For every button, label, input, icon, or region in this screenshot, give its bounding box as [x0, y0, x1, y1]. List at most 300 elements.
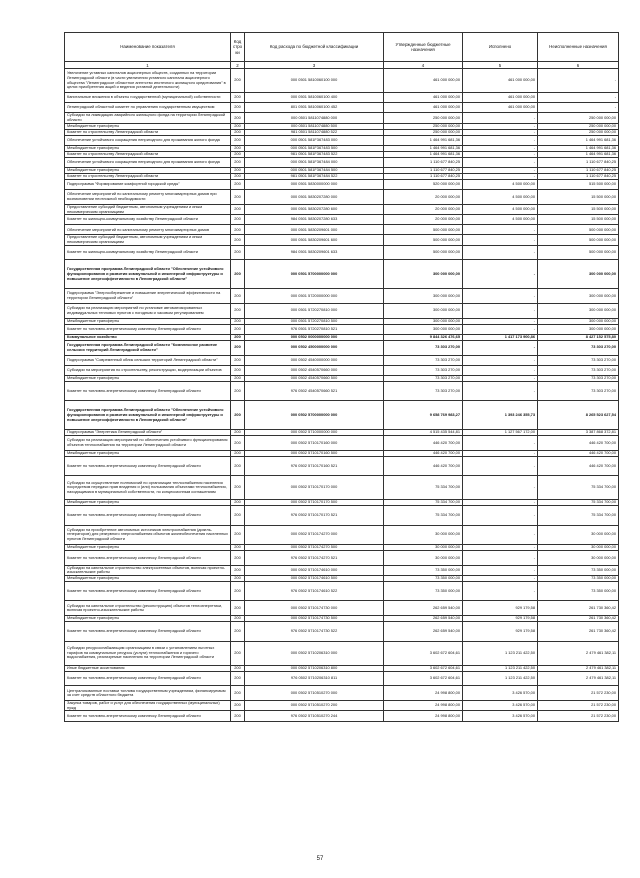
approved-amount-cell: 73 350 000,00: [384, 565, 463, 575]
unexecuted-amount-cell: 21 572 230,00: [538, 701, 619, 711]
line-code-cell: 200: [231, 500, 245, 506]
executed-amount-cell: 929 179,58: [463, 601, 538, 616]
executed-amount-cell: 1 123 211 422,50: [463, 641, 538, 665]
approved-amount-cell: 20 000 000,00: [384, 215, 463, 225]
approved-amount-cell: 520 000 000,00: [384, 179, 463, 189]
indicator-name-cell: Комитет по топливно-энергетическому комплексу Ленинградской области: [65, 671, 231, 686]
classification-code-cell: 000 0501 5811074880 000: [245, 113, 384, 123]
indicator-name-cell: Межбюджетные трансферты: [65, 544, 231, 550]
classification-code-cell: 000 0501 5830209601 000: [245, 225, 384, 235]
line-code-cell: 200: [231, 711, 245, 721]
table-row: [65, 641, 619, 665]
classification-code-cell: 976 0502 5710206310 811: [245, 671, 384, 686]
approved-amount-cell: 73 303 270,00: [384, 365, 463, 375]
unexecuted-amount-cell: 73 303 270,00: [538, 382, 619, 401]
unexecuted-amount-cell: 3 387 868 372,81: [538, 430, 619, 436]
approved-amount-cell: 4 515 435 544,81: [384, 430, 463, 436]
unexecuted-amount-cell: 250 000 000,00: [538, 113, 619, 123]
executed-amount-cell: -: [463, 225, 538, 235]
unexecuted-amount-cell: 500 000 000,00: [538, 235, 619, 245]
unexecuted-amount-cell: -: [538, 69, 619, 93]
indicator-name-cell: Предоставление субсидий бюджетным, автономным учреждениям и иным некоммерческим организациям: [65, 235, 231, 245]
classification-code-cell: 000 0501 5810060100 400: [245, 93, 384, 103]
classification-code-cell: 000 0501 5720000000 000: [245, 289, 384, 304]
indicator-name-cell: Государственная программа Ленинградской области "Обеспечение устойчивого функционирования и развития коммунальной и инженерной инфраструктуры и повышение энергоэффективности в Ленинградской области": [65, 401, 231, 430]
executed-amount-cell: -: [463, 324, 538, 334]
table-body: [65, 69, 619, 722]
approved-amount-cell: 300 000 000,00: [384, 303, 463, 318]
indicator-name-cell: Комитет по топливно-энергетическому комплексу Ленинградской области: [65, 581, 231, 600]
executed-amount-cell: -: [463, 113, 538, 123]
line-code-cell: 200: [231, 204, 245, 214]
line-code-cell: 200: [231, 190, 245, 205]
executed-amount-cell: -: [463, 157, 538, 167]
executed-amount-cell: 3 426 570,00: [463, 686, 538, 701]
table-row: [65, 340, 619, 355]
indicator-name-cell: Обеспечение мероприятий по капитальному ремонту многоквартирных домов при возникновении неотложной необходимости: [65, 190, 231, 205]
unexecuted-amount-cell: 73 350 000,00: [538, 565, 619, 575]
unexecuted-amount-cell: 300 000 000,00: [538, 289, 619, 304]
line-code-cell: 200: [231, 430, 245, 436]
approved-amount-cell: 73 303 270,00: [384, 382, 463, 401]
approved-amount-cell: 3 602 672 604,61: [384, 671, 463, 686]
indicator-name-cell: Комитет по топливно-энергетическому комплексу Ленинградской области: [65, 550, 231, 565]
indicator-name-cell: Межбюджетные трансферты: [65, 167, 231, 173]
indicator-name-cell: Межбюджетные трансферты: [65, 318, 231, 324]
unexecuted-amount-cell: 8 427 152 575,80: [538, 334, 619, 340]
column-number-row: [65, 62, 619, 69]
unexecuted-amount-cell: 8 265 523 627,54: [538, 401, 619, 430]
line-code-cell: 200: [231, 456, 245, 475]
classification-code-cell: 976 0502 5710170160 521: [245, 456, 384, 475]
executed-amount-cell: -: [463, 355, 538, 365]
indicator-name-cell: Увеличение уставных капиталов акционерных обществ, созданных на территории Ленинградской области (в части увеличения уставного капитала акционерного общества "Ленинградское областное агентство ипотечного жилищного кредитования" в целях приобретения акций и ведения уставной деятельности): [65, 69, 231, 93]
unexecuted-amount-cell: 30 000 000,00: [538, 525, 619, 544]
unexecuted-amount-cell: 1 464 991 681,36: [538, 151, 619, 157]
classification-code-cell: 000 0501 5810060100 000: [245, 69, 384, 93]
unexecuted-amount-cell: 1 464 991 681,36: [538, 145, 619, 151]
classification-code-cell: 976 0502 5710174270 521: [245, 550, 384, 565]
approved-amount-cell: 461 000 000,00: [384, 103, 463, 113]
approved-amount-cell: 73 350 000,00: [384, 581, 463, 600]
header-line-code: Код стро ки: [231, 33, 245, 62]
executed-amount-cell: 461 000 000,00: [463, 103, 538, 113]
report-sheet: [64, 32, 618, 722]
indicator-name-cell: Субсидии на мероприятия по строительству, реконструкции, модернизации объектов: [65, 365, 231, 375]
unexecuted-amount-cell: 250 000 000,00: [538, 123, 619, 129]
classification-code-cell: 000 0501 581F367483 500: [245, 145, 384, 151]
approved-amount-cell: 262 659 540,00: [384, 622, 463, 641]
classification-code-cell: 000 0502 5710170160 000: [245, 436, 384, 451]
unexecuted-amount-cell: 446 420 700,00: [538, 456, 619, 475]
unexecuted-amount-cell: 21 572 230,00: [538, 686, 619, 701]
indicator-name-cell: Субсидии на реализацию мероприятий по обеспечению устойчивого функционирования объектов теплоснабжения на территории Ленинградской области: [65, 436, 231, 451]
unexecuted-amount-cell: 261 730 360,42: [538, 622, 619, 641]
indicator-name-cell: Субсидии на приобретение автономных источников электроснабжения (дизель-генераторов) для резервного энергоснабжения объектов жизнеобеспечения населенных пунктов Ленинградской области: [65, 525, 231, 544]
unexecuted-amount-cell: 2 479 461 382,11: [538, 641, 619, 665]
classification-code-cell: 000 0502 5710174270 000: [245, 525, 384, 544]
header-approved-budget: Утвержденные бюджетные назначения: [384, 33, 463, 62]
table-row: [65, 303, 619, 318]
unexecuted-amount-cell: 75 334 700,00: [538, 506, 619, 525]
table-row: [65, 456, 619, 475]
line-code-cell: 200: [231, 581, 245, 600]
approved-amount-cell: 20 000 000,00: [384, 204, 463, 214]
executed-amount-cell: -: [463, 318, 538, 324]
indicator-name-cell: Закупка товаров, работ и услуг для обеспечения государственных (муниципальных) нужд: [65, 701, 231, 711]
table-row: [65, 550, 619, 565]
executed-amount-cell: 3 426 570,00: [463, 711, 538, 721]
indicator-name-cell: Межбюджетные трансферты: [65, 123, 231, 129]
approved-amount-cell: 20 000 000,00: [384, 190, 463, 205]
classification-code-cell: 000 0502 4500000000 000: [245, 340, 384, 355]
header-executed: Исполнено: [463, 33, 538, 62]
approved-amount-cell: 446 420 700,00: [384, 456, 463, 475]
indicator-name-cell: Капитальные вложения в объекты государственной (муниципальной) собственности: [65, 93, 231, 103]
executed-amount-cell: -: [463, 506, 538, 525]
approved-amount-cell: 75 334 700,00: [384, 476, 463, 500]
line-code-cell: 200: [231, 113, 245, 123]
approved-amount-cell: 24 998 800,00: [384, 701, 463, 711]
unexecuted-amount-cell: 500 000 000,00: [538, 245, 619, 260]
unexecuted-amount-cell: 15 500 000,00: [538, 215, 619, 225]
approved-amount-cell: 461 000 000,00: [384, 69, 463, 93]
line-code-cell: 200: [231, 145, 245, 151]
indicator-name-cell: Ленинградский областной комитет по управлению государственным имуществом: [65, 103, 231, 113]
executed-amount-cell: -: [463, 544, 538, 550]
indicator-name-cell: Субсидии на реализацию мероприятий по установке автоматизированных индивидуальных тепловых пунктов с погодным и часовым регулированием: [65, 303, 231, 318]
executed-amount-cell: -: [463, 123, 538, 129]
line-code-cell: 200: [231, 334, 245, 340]
line-code-cell: 200: [231, 135, 245, 145]
table-row: [65, 686, 619, 701]
classification-code-cell: 984 0501 5830207280 633: [245, 215, 384, 225]
table-row: [65, 157, 619, 167]
unexecuted-amount-cell: 73 303 270,00: [538, 340, 619, 355]
line-code-cell: 200: [231, 167, 245, 173]
table-row: [65, 179, 619, 189]
table-row: [65, 260, 619, 289]
unexecuted-amount-cell: 30 000 000,00: [538, 550, 619, 565]
approved-amount-cell: 446 420 700,00: [384, 450, 463, 456]
classification-code-cell: 000 0501 5720270810 000: [245, 303, 384, 318]
executed-amount-cell: -: [463, 436, 538, 451]
indicator-name-cell: Комитет по жилищно-коммунальному хозяйству Ленинградской области: [65, 245, 231, 260]
executed-amount-cell: -: [463, 565, 538, 575]
approved-amount-cell: 300 000 000,00: [384, 289, 463, 304]
executed-amount-cell: -: [463, 476, 538, 500]
unexecuted-amount-cell: 1 110 677 840,25: [538, 167, 619, 173]
classification-code-cell: 000 0502 5710174610 500: [245, 575, 384, 581]
unexecuted-amount-cell: 1 110 677 840,25: [538, 173, 619, 179]
classification-code-cell: 000 0502 5710174270 500: [245, 544, 384, 550]
unexecuted-amount-cell: 1 110 677 840,25: [538, 157, 619, 167]
table-row: [65, 245, 619, 260]
indicator-name-cell: Комитет по топливно-энергетическому комплексу Ленинградской области: [65, 622, 231, 641]
approved-amount-cell: 250 000 000,00: [384, 129, 463, 135]
classification-code-cell: 000 0502 5710206310 000: [245, 641, 384, 665]
executed-amount-cell: 4 500 000,00: [463, 204, 538, 214]
indicator-name-cell: Подпрограмма "Формирование комфортной городской среды": [65, 179, 231, 189]
executed-amount-cell: -: [463, 376, 538, 382]
executed-amount-cell: -: [463, 365, 538, 375]
line-code-cell: 200: [231, 525, 245, 544]
classification-code-cell: 000 0502 4540570660 500: [245, 376, 384, 382]
classification-code-cell: 000 0502 5710174730 000: [245, 601, 384, 616]
line-code-cell: 200: [231, 376, 245, 382]
executed-amount-cell: 929 179,58: [463, 622, 538, 641]
unexecuted-amount-cell: 73 303 270,00: [538, 355, 619, 365]
classification-code-cell: 000 0502 0000000000 000: [245, 334, 384, 340]
line-code-cell: 200: [231, 69, 245, 93]
table-row: [65, 190, 619, 205]
indicator-name-cell: Обеспечение устойчивого сокращения непригодного для проживания жилого фонда: [65, 157, 231, 167]
classification-code-cell: 000 0502 5710170170 000: [245, 476, 384, 500]
approved-amount-cell: 300 000 000,00: [384, 260, 463, 289]
table-row: [65, 401, 619, 430]
table-row: [65, 525, 619, 544]
executed-amount-cell: 3 426 570,00: [463, 701, 538, 711]
executed-amount-cell: -: [463, 340, 538, 355]
header-unexecuted: Неисполненные назначения: [538, 33, 619, 62]
unexecuted-amount-cell: 300 000 000,00: [538, 303, 619, 318]
classification-code-cell: 000 0502 5710206310 800: [245, 665, 384, 671]
indicator-name-cell: Субсидии на осуществление полномочий по организации теплоснабжения населения посредством передачи прав владения и (или) пользования объектами теплоснабжения, находящимися в муниципальной собственности, по концессионным соглашениям: [65, 476, 231, 500]
unexecuted-amount-cell: 73 303 270,00: [538, 365, 619, 375]
executed-amount-cell: -: [463, 173, 538, 179]
classification-code-cell: 000 0502 4540000000 000: [245, 355, 384, 365]
indicator-name-cell: Подпрограмма "Современный облик сельских территорий Ленинградской области": [65, 355, 231, 365]
unexecuted-amount-cell: -: [538, 103, 619, 113]
indicator-name-cell: Межбюджетные трансферты: [65, 616, 231, 622]
line-code-cell: 200: [231, 93, 245, 103]
classification-code-cell: 000 0502 5710510270 000: [245, 686, 384, 701]
table-row: [65, 382, 619, 401]
table-row: [65, 671, 619, 686]
column-number: 4: [384, 62, 463, 69]
indicator-name-cell: Иные бюджетные ассигнования: [65, 665, 231, 671]
line-code-cell: 200: [231, 260, 245, 289]
executed-amount-cell: -: [463, 289, 538, 304]
unexecuted-amount-cell: 75 334 700,00: [538, 476, 619, 500]
indicator-name-cell: Подпрограмма "Энергетика Ленинградской области": [65, 430, 231, 436]
table-row: [65, 204, 619, 214]
classification-code-cell: 976 0502 5710510270 244: [245, 711, 384, 721]
classification-code-cell: 000 0501 5700000000 000: [245, 260, 384, 289]
line-code-cell: 200: [231, 215, 245, 225]
line-code-cell: 200: [231, 318, 245, 324]
unexecuted-amount-cell: 2 479 461 382,11: [538, 665, 619, 671]
table-row: [65, 476, 619, 500]
line-code-cell: 200: [231, 365, 245, 375]
indicator-name-cell: Коммунальное хозяйство: [65, 334, 231, 340]
line-code-cell: 200: [231, 103, 245, 113]
approved-amount-cell: 300 000 000,00: [384, 324, 463, 334]
line-code-cell: 200: [231, 436, 245, 451]
executed-amount-cell: -: [463, 145, 538, 151]
classification-code-cell: 976 0502 5710170170 521: [245, 506, 384, 525]
unexecuted-amount-cell: 30 000 000,00: [538, 544, 619, 550]
unexecuted-amount-cell: 261 730 360,42: [538, 601, 619, 616]
unexecuted-amount-cell: 73 303 270,00: [538, 376, 619, 382]
classification-code-cell: 976 0502 4540570660 521: [245, 382, 384, 401]
executed-amount-cell: -: [463, 581, 538, 600]
line-code-cell: 200: [231, 289, 245, 304]
column-number: 5: [463, 62, 538, 69]
table-row: [65, 103, 619, 113]
approved-amount-cell: 9 658 769 983,27: [384, 401, 463, 430]
table-row: [65, 289, 619, 304]
approved-amount-cell: 262 659 540,00: [384, 601, 463, 616]
approved-amount-cell: 75 334 700,00: [384, 500, 463, 506]
table-row: [65, 436, 619, 451]
classification-code-cell: 976 0502 5710174610 522: [245, 581, 384, 600]
classification-code-cell: 000 0502 5710510270 200: [245, 701, 384, 711]
line-code-cell: 200: [231, 173, 245, 179]
approved-amount-cell: 446 420 700,00: [384, 436, 463, 451]
indicator-name-cell: Субсидии ресурсоснабжающим организациям в связи с установлением льготных тарифов на коммунальные ресурсы (услуги) теплоснабжения и горячего водоснабжения, реализуемые населению на территории Ленинградской области: [65, 641, 231, 665]
approved-amount-cell: 1 110 677 840,25: [384, 167, 463, 173]
column-number: 1: [65, 62, 231, 69]
executed-amount-cell: 461 000 000,00: [463, 69, 538, 93]
line-code-cell: 200: [231, 641, 245, 665]
approved-amount-cell: 461 000 000,00: [384, 93, 463, 103]
indicator-name-cell: Предоставление субсидий бюджетным, автономным учреждениям и иным некоммерческим организациям: [65, 204, 231, 214]
executed-amount-cell: -: [463, 260, 538, 289]
executed-amount-cell: -: [463, 245, 538, 260]
executed-amount-cell: -: [463, 456, 538, 475]
classification-code-cell: 000 0501 5830000000 000: [245, 179, 384, 189]
table-row: [65, 711, 619, 721]
approved-amount-cell: 1 110 677 840,25: [384, 157, 463, 167]
column-number: 6: [538, 62, 619, 69]
unexecuted-amount-cell: 300 000 000,00: [538, 260, 619, 289]
unexecuted-amount-cell: 446 420 700,00: [538, 436, 619, 451]
unexecuted-amount-cell: 73 350 000,00: [538, 575, 619, 581]
line-code-cell: 200: [231, 303, 245, 318]
table-row: [65, 581, 619, 600]
line-code-cell: 200: [231, 476, 245, 500]
indicator-name-cell: Государственная программа Ленинградской области "Комплексное развитие сельских территорий Ленинградской области": [65, 340, 231, 355]
indicator-name-cell: Субсидии на ликвидацию аварийного жилищного фонда на территории Ленинградской области: [65, 113, 231, 123]
table-row: [65, 506, 619, 525]
indicator-name-cell: Комитет по топливно-энергетическому комплексу Ленинградской области: [65, 506, 231, 525]
unexecuted-amount-cell: 21 572 230,00: [538, 711, 619, 721]
table-row: [65, 365, 619, 375]
approved-amount-cell: 73 350 000,00: [384, 575, 463, 581]
page-number: 57: [316, 856, 324, 862]
classification-code-cell: 000 0501 581F367484 000: [245, 157, 384, 167]
approved-amount-cell: 250 000 000,00: [384, 123, 463, 129]
unexecuted-amount-cell: 515 500 000,00: [538, 179, 619, 189]
approved-amount-cell: 24 998 800,00: [384, 711, 463, 721]
unexecuted-amount-cell: 500 000 000,00: [538, 225, 619, 235]
approved-amount-cell: 9 844 326 476,65: [384, 334, 463, 340]
line-code-cell: 200: [231, 575, 245, 581]
unexecuted-amount-cell: 250 000 000,00: [538, 129, 619, 135]
indicator-name-cell: Межбюджетные трансферты: [65, 450, 231, 456]
table-row: [65, 113, 619, 123]
indicator-name-cell: Межбюджетные трансферты: [65, 575, 231, 581]
approved-amount-cell: 250 000 000,00: [384, 113, 463, 123]
table-row: [65, 622, 619, 641]
classification-code-cell: 000 0502 5710000000 000: [245, 430, 384, 436]
indicator-name-cell: Комитет по строительству Ленинградской области: [65, 129, 231, 135]
approved-amount-cell: 24 998 800,00: [384, 686, 463, 701]
classification-code-cell: 000 0501 581F367484 500: [245, 167, 384, 173]
approved-amount-cell: 1 464 991 681,36: [384, 145, 463, 151]
line-code-cell: 200: [231, 235, 245, 245]
line-code-cell: 200: [231, 686, 245, 701]
executed-amount-cell: -: [463, 575, 538, 581]
indicator-name-cell: Комитет по топливно-энергетическому комплексу Ленинградской области: [65, 456, 231, 475]
approved-amount-cell: 73 303 270,00: [384, 340, 463, 355]
line-code-cell: 200: [231, 550, 245, 565]
line-code-cell: 200: [231, 340, 245, 355]
line-code-cell: 200: [231, 506, 245, 525]
indicator-name-cell: Централизованные поставки топлива государственным учреждениям, финансируемым за счет средств областного бюджета: [65, 686, 231, 701]
table-row: [65, 69, 619, 93]
executed-amount-cell: -: [463, 135, 538, 145]
executed-amount-cell: -: [463, 167, 538, 173]
line-code-cell: 200: [231, 671, 245, 686]
executed-amount-cell: 1 393 246 355,73: [463, 401, 538, 430]
line-code-cell: 200: [231, 622, 245, 641]
line-code-cell: 200: [231, 565, 245, 575]
classification-code-cell: 000 0501 581F367483 000: [245, 135, 384, 145]
executed-amount-cell: 1 417 173 900,86: [463, 334, 538, 340]
executed-amount-cell: 1 127 567 172,00: [463, 430, 538, 436]
line-code-cell: 200: [231, 225, 245, 235]
classification-code-cell: 000 0502 4540570660 000: [245, 365, 384, 375]
line-code-cell: 200: [231, 601, 245, 616]
approved-amount-cell: 73 303 270,00: [384, 355, 463, 365]
unexecuted-amount-cell: 15 500 000,00: [538, 190, 619, 205]
unexecuted-amount-cell: -: [538, 93, 619, 103]
indicator-name-cell: Подпрограмма "Энергосбережение и повышение энергетической эффективности на территории Ленинградской области": [65, 289, 231, 304]
classification-code-cell: 000 0501 5811074880 500: [245, 123, 384, 129]
executed-amount-cell: -: [463, 382, 538, 401]
indicator-name-cell: Комитет по топливно-энергетическому комплексу Ленинградской области: [65, 324, 231, 334]
approved-amount-cell: 300 000 000,00: [384, 318, 463, 324]
table-row: [65, 93, 619, 103]
classification-code-cell: 000 0501 5830207280 000: [245, 190, 384, 205]
executed-amount-cell: -: [463, 235, 538, 245]
approved-amount-cell: 30 000 000,00: [384, 550, 463, 565]
unexecuted-amount-cell: 1 464 991 681,36: [538, 135, 619, 145]
line-code-cell: 200: [231, 616, 245, 622]
line-code-cell: 200: [231, 450, 245, 456]
indicator-name-cell: Комитет по строительству Ленинградской области: [65, 173, 231, 179]
unexecuted-amount-cell: 15 500 000,00: [538, 204, 619, 214]
indicator-name-cell: Комитет по топливно-энергетическому комплексу Ленинградской области: [65, 711, 231, 721]
indicator-name-cell: Государственная программа Ленинградской области "Обеспечение устойчивого функционирования и развития коммунальной и инженерной инфраструктуры и повышение энергоэффективности в Ленинградской области": [65, 260, 231, 289]
line-code-cell: 200: [231, 544, 245, 550]
executed-amount-cell: 1 123 211 422,50: [463, 671, 538, 686]
executed-amount-cell: -: [463, 303, 538, 318]
unexecuted-amount-cell: 73 350 000,00: [538, 581, 619, 600]
unexecuted-amount-cell: 446 420 700,00: [538, 450, 619, 456]
line-code-cell: 200: [231, 382, 245, 401]
executed-amount-cell: 1 123 211 422,50: [463, 665, 538, 671]
approved-amount-cell: 3 602 672 604,61: [384, 665, 463, 671]
table-row: [65, 355, 619, 365]
executed-amount-cell: 4 500 000,00: [463, 190, 538, 205]
approved-amount-cell: 75 334 700,00: [384, 506, 463, 525]
approved-amount-cell: 500 000 000,00: [384, 245, 463, 260]
table-row: [65, 135, 619, 145]
unexecuted-amount-cell: 300 000 000,00: [538, 318, 619, 324]
